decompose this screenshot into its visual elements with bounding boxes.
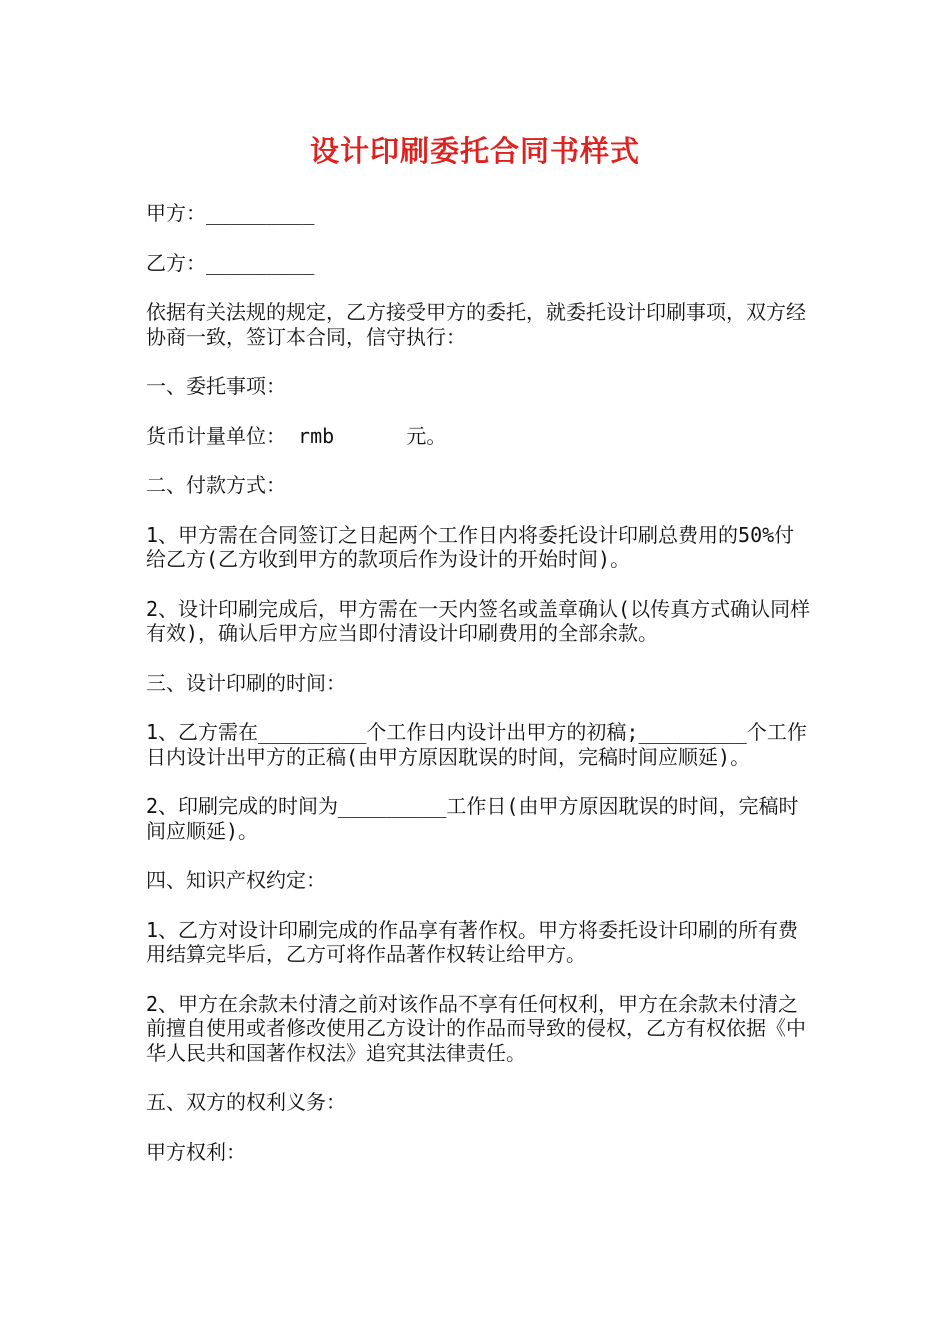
party-b-line: 乙方：_________ <box>146 250 315 275</box>
payment-clause-1: 1、甲方需在合同签订之日起两个工作日内将委托设计印刷总费用的50%付给乙方(乙方收到甲方的款项后作为设计的开始时间)。 <box>146 522 795 571</box>
section-heading-3: 三、设计印刷的时间： <box>146 670 346 695</box>
schedule-clause-2: 2、印刷完成的时间为_________工作日(由甲方原因耽误的时间，完稿时间应顺延)。 <box>146 794 799 843</box>
section-heading-5: 五、双方的权利义务： <box>146 1090 346 1114</box>
section-heading-1: 一、委托事项： <box>146 374 286 398</box>
section-heading-4: 四、知识产权约定： <box>146 868 326 892</box>
ip-clause-2: 2、甲方在余款未付清之前对该作品不享有任何权利，甲方在余款未付清之前擅自使用或者修改使用乙方设计的作品而导致的侵权，乙方有权依据《中华人民共和国著作权法》追究其法律责任。 <box>146 991 806 1065</box>
party-a-line: 甲方：_________ <box>146 201 315 225</box>
party-a-rights-heading: 甲方权利： <box>146 1139 246 1164</box>
section-heading-2: 二、付款方式： <box>146 473 286 497</box>
payment-clause-2: 2、设计印刷完成后，甲方需在一天内签名或盖章确认(以传真方式确认同样有效)，确认后甲方应当即付清设计印刷费用的全部余款。 <box>146 596 811 645</box>
schedule-clause-1: 1、乙方需在_________个工作日内设计出甲方的初稿;_________个工作日内设计出甲方的正稿(由甲方原因耽误的时间，完稿时间应顺延)。 <box>146 720 807 769</box>
document-title: 设计印刷委托合同书样式 <box>309 134 640 168</box>
preamble-paragraph: 依据有关法规的规定，乙方接受甲方的委托，就委托设计印刷事项，双方经协商一致，签订本合同，信守执行： <box>146 300 806 349</box>
ip-clause-1: 1、乙方对设计印刷完成的作品享有著作权。甲方将委托设计印刷的所有费用结算完毕后，乙方可将作品著作权转让给甲方。 <box>146 917 799 966</box>
document-body <box>146 201 811 1189</box>
currency-unit-line: 货币计量单位： rmb 元。 <box>146 423 447 448</box>
